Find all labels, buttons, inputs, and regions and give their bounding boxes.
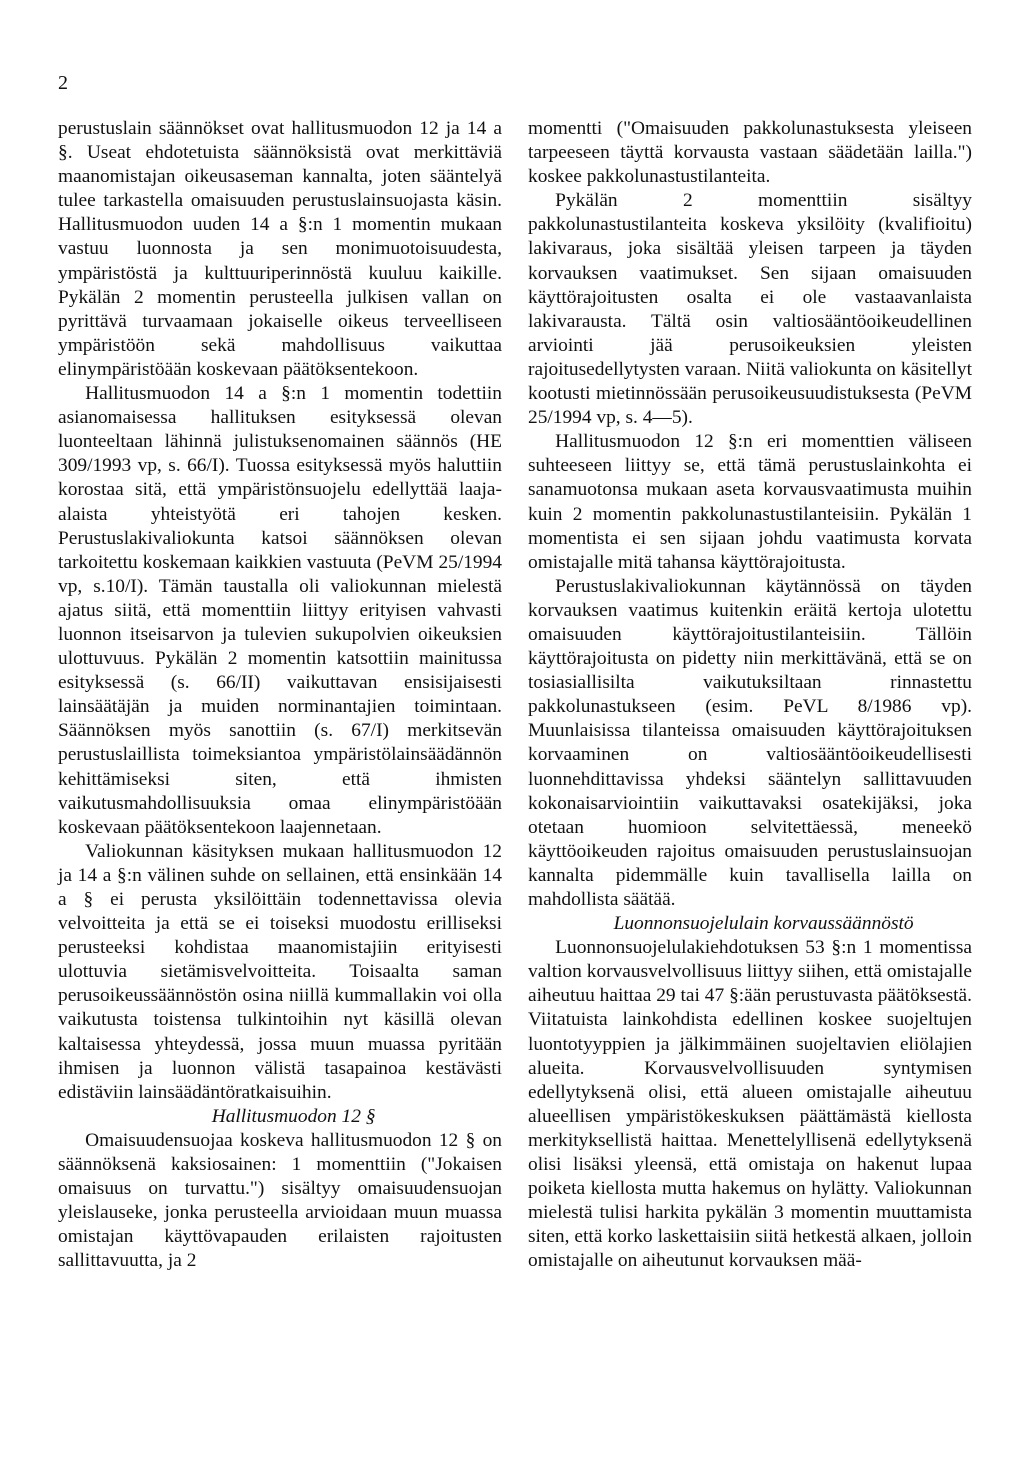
paragraph: Hallitusmuodon 12 §:n eri momenttien väliseen suhteeseen liittyy se, että tämä perustuslainkohta ei sanamuotonsa mukaan aseta korvausvaatimusta muihin kuin 2 momentin pakkolunastustilanteisiin. Pykälän 1 momentista ei sen sijaan johdu vaatimusta korvata omistajalle mitä tahansa käyttörajoitusta.: [528, 431, 972, 573]
paragraph: Luonnonsuojelulakiehdotuksen 53 §:n 1 momentissa valtion korvausvelvollisuus liittyy siihen, että omistajalle aiheutuu haittaa 29 tai 47 §:ään perustuvasta päätöksestä. Viitatuista lainkohdista edellinen koskee suojeltujen luontotyyppien ja jälkimmäinen suojeltavien eliölajien alueita. Korvausvelvollisuuden syntymisen edellytyksenä olisi, että alueen omistajalle aiheutuu alueellisen ympäristökeskuksen päättämästä kiellosta merkityksellistä haittaa. Menettelyllisenä edellytyksenä olisi lisäksi yleensä, että omistaja on hakenut lupaa poiketa kiellosta mutta hakemus on hylätty. Valiokunnan mielestä tulisi harkita pykälän 3 momentin muuttamista siten, että korko laskettaisiin siitä hetkestä alkaen, jolloin omistajalle on aiheutunut korvauksen mää-: [528, 937, 972, 1272]
right-column: [528, 117, 972, 1274]
section-heading: Hallitusmuodon 12 §: [211, 1105, 376, 1127]
section-heading: Luonnonsuojelulain korvaussäännöstö: [613, 913, 914, 935]
paragraph: Omaisuudensuojaa koskeva hallitusmuodon 12 § on säännöksenä kaksiosainen: 1 momenttiin ("Jokaisen omaisuus on turvattu.") sisältyy omaisuudensuojan yleislauseke, jonka perusteella arvioidaan muun muassa omistajan käyttövapauden erilaisten rajoitusten sallittavuutta, ja 2: [58, 1129, 502, 1272]
paragraph: perustuslain säännökset ovat hallitusmuodon 12 ja 14 a §. Useat ehdotetuista säännöksistä ovat merkittäviä maanomistajan oikeusaseman kannalta, joten sääntelyä tulee tarkastella omaisuuden perustuslainsuojasta käsin. Hallitusmuodon uuden 14 a §:n 1 momentin mukaan vastuu luonnosta ja sen monimuotoisuudesta, ympäristöstä ja kulttuuriperinnöstä kuuluu kaikille. Pykälän 2 momentin perusteella julkisen vallan on pyrittävä turvaamaan jokaiselle oikeus terveelliseen ympäristöön sekä mahdollisuus vaikuttaa elinympäristöään koskevaan päätöksentekoon.: [58, 118, 502, 380]
paragraph: momentti ("Omaisuuden pakkolunastuksesta yleiseen tarpeeseen täyttä korvausta vastaan säädetään lailla.") koskee pakkolunastustilanteita.: [528, 118, 972, 188]
page-number: 2: [58, 72, 68, 94]
left-column: [58, 117, 502, 1274]
paragraph: Valiokunnan käsityksen mukaan hallitusmuodon 12 ja 14 a §:n välinen suhde on sellainen, että ensinkään 14 a § ei perusta yksilöittäin todennettavissa olevia velvoitteita ja että se ei toiseksi muodostu erilliseksi perusteeksi kohdistaa maanomistajiin erityisesti ulottuvia sietämisvelvoitteita. Toisaalta saman perusoikeussäännöstön osina niillä kummallakin voi olla vaikutusta toistensa tulkintoihin nyt käsillä olevan kaltaisessa yhteydessä, jossa muun muassa pyritään ihmisen ja luonnon välistä tasapainoa kestävästi edistäviin lainsäädäntöratkaisuihin.: [58, 840, 502, 1103]
paragraph: Hallitusmuodon 14 a §:n 1 momentin todettiin asianomaisessa hallituksen esityksessä olevan luonteeltaan lähinnä julistuksenomainen säännös (HE 309/1993 vp, s. 66/I). Tuossa esityksessä myös haluttiin korostaa sitä, että ympäristönsuojelu edellyttää laaja-alaista yhteistyötä eri tahojen kesken. Perustuslakivaliokunta katsoi säännöksen olevan tarkoitettu koskemaan kaikkien vastuuta (PeVM 25/1994 vp, s.10/I). Tämän taustalla oli valiokunnan mielestä ajatus siitä, että momenttiin liittyy erityisen vahvasti luonnon itseisarvon ja tulevien sukupolvien oikeuksien ulottuvuus. Pykälän 2 momentin katsottiin mainitussa esityksessä (s. 66/II) vaikuttavan ensisijaisesti lainsäätäjän ja muiden norminantajien toimintaan. Säännöksen myös sanottiin (s. 67/I) merkitsevän perustuslaillista toimeksiantoa ympäristölainsäädännön kehittämiseksi siten, että ihmisten vaikutusmahdollisuuksia omaa elinympäristöään koskevaan päätöksentekoon laajennetaan.: [58, 383, 502, 838]
paragraph: Perustuslakivaliokunnan käytännössä on täyden korvauksen vaatimus kuitenkin eräitä kertoja ulotettu omaisuuden käyttörajoitustilanteisiin. Tällöin käyttörajoitusta on pidetty niin merkittävänä, että se on tosiasiallisilta vaikutuksiltaan rinnastettu pakkolunastukseen (esim. PeVL 8/1986 vp). Muunlaisissa tilanteissa omaisuuden käyttörajoituksen korvaaminen on valtiosääntöoikeudellisesti luonnehdittavissa yhdeksi sääntelyn sallittavuuden kokonaisarviointiin vaikuttavaksi osatekijäksi, joka otetaan huomioon selvitettäessä, meneekö käyttöoikeuden rajoitus omaisuuden perustuslainsuojan kannalta pidemmälle kuin tavallisella lailla on mahdollista säätää.: [528, 575, 972, 910]
paragraph: Pykälän 2 momenttiin sisältyy pakkolunastustilanteita koskeva yksilöity (kvalifioitu) lakivaraus, joka sisältää yleisen tarpeen ja täyden korvauksen vaatimukset. Sen sijaan omaisuuden käyttörajoitusten osalta ei ole vastaavanlaista lakivarausta. Tältä osin valtiosääntöoikeudellinen arviointi jää perusoikeuksien yleisten rajoitusedellytysten varaan. Niitä valiokunta on käsitellyt kootusti mietinnössään perusoikeusuudistuksesta (PeVM 25/1994 vp, s. 4—5).: [528, 190, 972, 429]
